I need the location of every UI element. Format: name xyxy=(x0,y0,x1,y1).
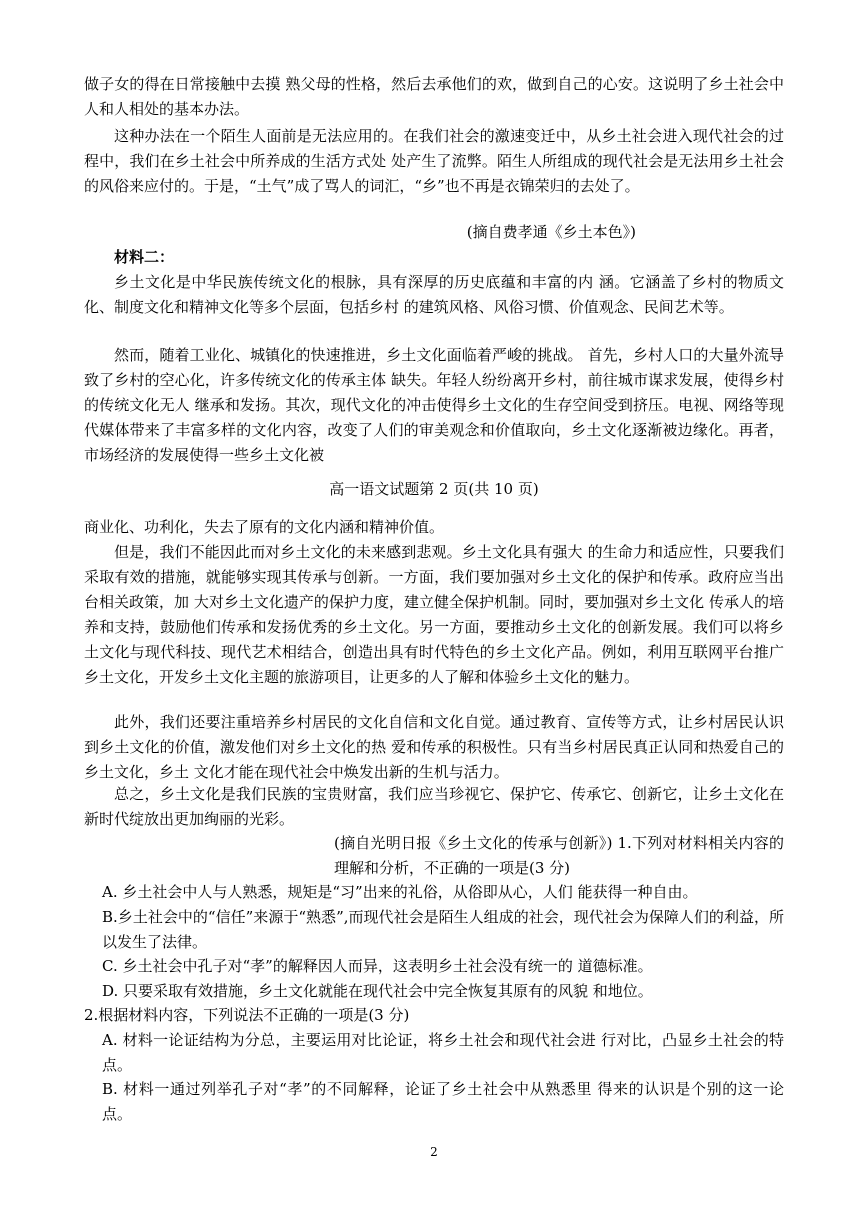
page-number: 2 xyxy=(430,1145,438,1159)
material-two-heading: 材料二： xyxy=(114,248,175,266)
question-1-option-d: D. 只要采取有效措施，乡土文化就能在现代社会中完全恢复其原有的风貌 和地位。 xyxy=(102,982,653,1000)
question-2-option-b: B. 材料一通过列举孔子对“孝”的不同解释，论证了乡土社会中从熟悉里 得来的认识是个别的这一论点。 xyxy=(102,1080,784,1123)
question-2-option-a: A. 材料一论证结构为分总，主要运用对比论证，将乡土社会和现代社会进 行对比，凸显乡土社会的特点。 xyxy=(102,1031,784,1074)
paragraph-strangers: 这种办法在一个陌生人面前是无法应用的。在我们社会的激速变迁中，从乡土社会进入现代社会的过程中，我们在乡土社会中所养成的生活方式处 处产生了流弊。陌生人所组成的现代社会是无法用乡土社会的风俗来应付的。于是，“土气”成了骂人的词汇，“乡”也不再是衣锦荣归的去处了。 xyxy=(84,127,784,195)
source-and-question-1: (摘自光明日报《乡土文化的传承与创新》) 1.下列对材料相关内容的理解和分析，不正确的一项是(3 分) xyxy=(334,834,784,877)
paragraph-commercialization: 商业化、功利化，失去了原有的文化内涵和精神价值。 xyxy=(84,518,445,536)
question-1-option-a: A. 乡土社会中人与人熟悉，规矩是“习”出来的礼俗，从俗即从心，人们 能获得一种自由。 xyxy=(102,883,698,901)
paragraph-rural-culture: 乡土文化是中华民族传统文化的根脉，具有深厚的历史底蕴和丰富的内 涵。它涵盖了乡村的物质文化、制度文化和精神文化等多个层面，包括乡村 的建筑风格、风俗习惯、价值观念、民间艺术等。 xyxy=(84,273,784,316)
page-footer: 高一语文试题第 2 页(共 10 页) xyxy=(329,480,539,498)
source-citation-1: (摘自费孝通《乡土本色》) xyxy=(466,223,636,241)
paragraph-challenges: 然而，随着工业化、城镇化的快速推进，乡土文化面临着严峻的挑战。 首先，乡村人口的大量外流导致了乡村的空心化，许多传统文化的传承主体 缺失。年轻人纷纷离开乡村，前往城市谋求发展，使得乡村的传统文化无人 继承和发扬。其次，现代文化的冲击使得乡土文化的生存空间受到挤压。电视、网络等现代媒体带来了丰富多样的文化内容，改变了人们的审美观念和价值取向，乡土文化逐渐被边缘化。再者，市场经济的发展使得一些乡土文化被 xyxy=(84,346,784,464)
question-1-option-c: C. 乡土社会中孔子对“孝”的解释因人而异，这表明乡土社会没有统一的 道德标准。 xyxy=(102,957,653,975)
paragraph-conclusion: 总之，乡土文化是我们民族的宝贵财富，我们应当珍视它、保护它、传承它、创新它，让乡土文化在新时代绽放出更加绚丽的光彩。 xyxy=(84,785,784,828)
question-1-option-b: B.乡土社会中的“信任”来源于“熟悉”,而现代社会是陌生人组成的社会，现代社会为保障人们的利益，所以发生了法律。 xyxy=(102,908,784,951)
paragraph-optimism: 但是，我们不能因此而对乡土文化的未来感到悲观。乡土文化具有强大 的生命力和适应性，只要我们采取有效的措施，就能够实现其传承与创新。一方面，我们要加强对乡土文化的保护和传承。政府应当出台相关政策，加 大对乡土文化遗产的保护力度，建立健全保护机制。同时，要加强对乡土文化 传承人的培养和支持，鼓励他们传承和发扬优秀的乡土文化。另一方面，要推动乡土文化的创新发展。我们可以将乡土文化与现代科技、现代艺术相结合，创造出具有时代特色的乡土文化产品。例如，利用互联网平台推广乡土文化，开发乡土文化主题的旅游项目，让更多的人了解和体验乡土文化的魅力。 xyxy=(84,543,784,686)
question-2-stem: 2.根据材料内容，下列说法不正确的一项是(3 分) xyxy=(84,1006,410,1024)
paragraph-confidence: 此外，我们还要注重培养乡村居民的文化自信和文化自觉。通过教育、宣传等方式，让乡村居民认识到乡土文化的价值，激发他们对乡土文化的热 爱和传承的积极性。只有当乡村居民真正认同和热爱自己的乡土文化，乡土 文化才能在现代社会中焕发出新的生机与活力。 xyxy=(84,713,784,781)
paragraph-continuation: 做子女的得在日常接触中去摸 熟父母的性格，然后去承他们的欢，做到自己的心安。这说明了乡土社会中 人和人相处的基本办法。 xyxy=(84,75,784,118)
